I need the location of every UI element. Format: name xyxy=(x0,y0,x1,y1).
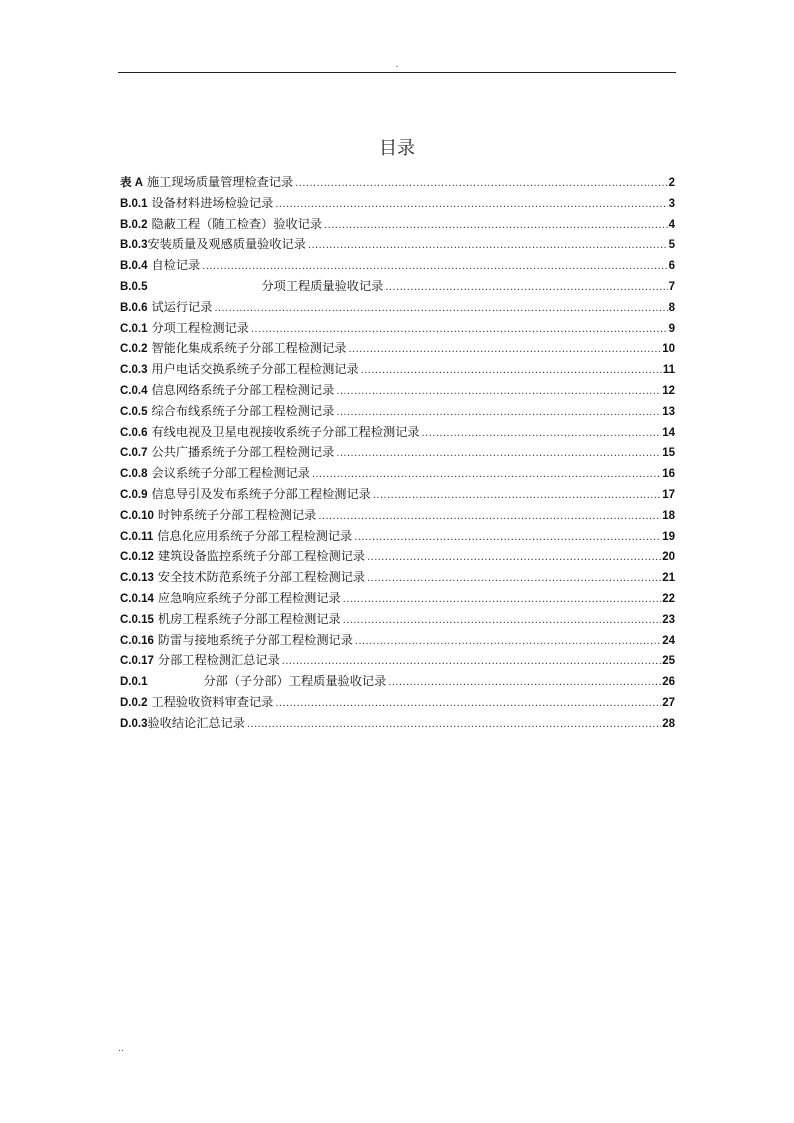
toc-dot-leader xyxy=(202,256,667,276)
toc-dot-leader xyxy=(308,235,668,255)
toc-page-number: 5 xyxy=(668,239,675,252)
toc-dot-leader xyxy=(422,423,662,443)
toc-entry-code: C.0.15 xyxy=(120,613,154,626)
toc-entry-title: 应急响应系统子分部工程检测记录 xyxy=(157,590,341,605)
toc-entry[interactable] xyxy=(120,338,675,359)
toc-entry[interactable] xyxy=(120,692,675,713)
toc-dot-leader xyxy=(354,527,661,547)
toc-dot-leader xyxy=(318,506,661,526)
toc-entry[interactable] xyxy=(120,422,675,443)
toc-dot-leader xyxy=(343,610,662,630)
toc-dot-leader xyxy=(367,568,661,588)
toc-entry-title: 分部（子分部）工程质量验收记录 xyxy=(203,674,387,689)
toc-page-number: 8 xyxy=(668,301,675,314)
toc-entry-title: 安全技术防范系统子分部工程检测记录 xyxy=(157,570,366,585)
toc-entry-code: B.0.3 xyxy=(120,239,148,252)
toc-page-number: 2 xyxy=(668,177,675,189)
toc-entry[interactable] xyxy=(120,671,675,692)
footer-mark: .. xyxy=(118,1044,124,1054)
toc-page-number: 24 xyxy=(662,634,675,647)
toc-entry[interactable] xyxy=(120,297,675,318)
toc-dot-leader xyxy=(275,194,667,214)
toc-page-number: 12 xyxy=(662,384,675,397)
toc-entry-title: 信息网络系统子分部工程检测记录 xyxy=(151,382,335,397)
toc-entry-title: 设备材料进场检验记录 xyxy=(151,195,274,210)
toc-page-number: 11 xyxy=(662,364,675,377)
toc-entry-code: C.0.8 xyxy=(120,468,148,481)
toc-entry-title: 分部工程检测汇总记录 xyxy=(157,653,280,668)
toc-entry-code: C.0.14 xyxy=(120,592,154,605)
toc-page-number: 19 xyxy=(662,530,675,543)
toc-entry-code: D.0.1 xyxy=(120,676,148,689)
toc-dot-leader xyxy=(343,589,662,609)
toc-dot-leader xyxy=(349,339,662,359)
toc-entry-title: 工程验收资料审查记录 xyxy=(151,694,274,709)
toc-page-number: 15 xyxy=(662,447,675,460)
toc-entry-code: B.0.2 xyxy=(120,218,148,231)
toc-dot-leader xyxy=(385,277,667,297)
toc-page-number: 26 xyxy=(662,676,675,689)
toc-page-number: 20 xyxy=(662,551,675,564)
toc-entry-title: 自检记录 xyxy=(151,258,201,273)
toc-entry[interactable] xyxy=(120,713,675,734)
toc-entry-title: 有线电视及卫星电视接收系统子分部工程检测记录 xyxy=(151,424,420,439)
toc-entry-title: 验收结论汇总记录 xyxy=(147,715,245,730)
toc-list xyxy=(120,172,675,734)
toc-entry-title: 分项工程质量验收记录 xyxy=(261,278,384,293)
toc-dot-leader xyxy=(336,381,661,401)
toc-page-number: 25 xyxy=(662,655,675,668)
toc-entry[interactable] xyxy=(120,380,675,401)
toc-entry-code: C.0.12 xyxy=(120,551,154,564)
toc-entry-title: 用户电话交换系统子分部工程检测记录 xyxy=(151,362,359,377)
toc-page-number: 18 xyxy=(662,509,675,522)
toc-entry-title: 安装质量及观感质量验收记录 xyxy=(147,237,306,252)
toc-entry-title: 分项工程检测记录 xyxy=(151,320,249,335)
toc-entry-title: 机房工程系统子分部工程检测记录 xyxy=(157,611,341,626)
toc-entry[interactable] xyxy=(120,442,675,463)
toc-dot-leader xyxy=(336,443,661,463)
toc-page-number: 4 xyxy=(668,218,675,231)
toc-entry-title: 隐蔽工程（随工检查）验收记录 xyxy=(151,216,323,231)
header-mark: . xyxy=(395,60,399,70)
toc-dot-leader xyxy=(282,651,661,671)
toc-entry-title: 防雷与接地系统子分部工程检测记录 xyxy=(157,632,353,647)
toc-dot-leader xyxy=(324,215,667,235)
toc-entry[interactable] xyxy=(120,650,675,671)
toc-entry-code: B.0.1 xyxy=(120,197,148,210)
toc-page-number: 21 xyxy=(662,572,675,585)
toc-entry-code: C.0.17 xyxy=(120,655,154,668)
toc-dot-leader xyxy=(251,319,668,339)
toc-dot-leader xyxy=(367,547,661,567)
toc-entry[interactable] xyxy=(120,318,675,339)
toc-entry[interactable] xyxy=(120,255,675,276)
toc-entry-title: 信息导引及发布系统子分部工程检测记录 xyxy=(151,486,371,501)
toc-entry-title: 综合布线系统子分部工程检测记录 xyxy=(151,403,335,418)
toc-entry-code: 表 A xyxy=(120,177,143,189)
toc-entry-code: C.0.10 xyxy=(120,509,154,522)
toc-entry[interactable] xyxy=(120,609,675,630)
toc-page-number: 22 xyxy=(662,592,675,605)
toc-page-number: 6 xyxy=(668,260,675,273)
toc-page-number: 9 xyxy=(668,322,675,335)
toc-page-number: 27 xyxy=(662,696,675,709)
toc-entry-code: D.0.2 xyxy=(120,696,148,709)
toc-page-number: 23 xyxy=(662,613,675,626)
toc-dot-leader xyxy=(373,485,661,505)
toc-page-number: 10 xyxy=(662,343,675,356)
toc-entry[interactable] xyxy=(120,276,675,297)
toc-entry-title: 建筑设备监控系统子分部工程检测记录 xyxy=(157,549,366,564)
toc-dot-leader xyxy=(388,672,661,692)
toc-title: 目录 xyxy=(379,138,415,159)
toc-entry-code: D.0.3 xyxy=(120,717,148,730)
toc-dot-leader xyxy=(312,464,661,484)
toc-entry-title: 施工现场质量管理检查记录 xyxy=(147,175,294,189)
toc-entry-code: B.0.5 xyxy=(120,280,148,293)
toc-entry-code: B.0.6 xyxy=(120,301,148,314)
toc-entry-title: 试运行记录 xyxy=(151,299,213,314)
toc-page-number: 14 xyxy=(662,426,675,439)
toc-entry[interactable] xyxy=(120,359,675,380)
toc-dot-leader xyxy=(214,298,667,318)
toc-entry[interactable] xyxy=(120,546,675,567)
toc-page-number: 28 xyxy=(662,717,675,730)
toc-entry-title: 智能化集成系统子分部工程检测记录 xyxy=(151,341,347,356)
toc-dot-leader xyxy=(336,402,661,422)
toc-entry[interactable] xyxy=(120,484,675,505)
toc-page-number: 13 xyxy=(662,405,675,418)
toc-entry-code: C.0.1 xyxy=(120,322,148,335)
toc-dot-leader xyxy=(355,631,661,651)
toc-entry-title: 会议系统子分部工程检测记录 xyxy=(151,466,310,481)
toc-entry-title: 信息化应用系统子分部工程检测记录 xyxy=(157,528,353,543)
toc-entry[interactable] xyxy=(120,588,675,609)
toc-entry[interactable] xyxy=(120,214,675,235)
toc-page-number: 17 xyxy=(662,488,675,501)
toc-entry-code: C.0.16 xyxy=(120,634,154,647)
toc-entry[interactable] xyxy=(120,505,675,526)
toc-entry-code: C.0.11 xyxy=(120,530,154,543)
toc-dot-leader xyxy=(361,360,662,380)
toc-entry-code: C.0.6 xyxy=(120,426,148,439)
toc-dot-leader xyxy=(295,173,667,193)
toc-page-number: 16 xyxy=(662,468,675,481)
toc-entry[interactable] xyxy=(120,401,675,422)
toc-entry[interactable] xyxy=(120,234,675,255)
toc-entry[interactable] xyxy=(120,526,675,547)
header-rule xyxy=(118,72,676,73)
toc-dot-leader xyxy=(275,693,661,713)
toc-entry[interactable] xyxy=(120,193,675,214)
toc-entry-code: C.0.4 xyxy=(120,384,148,397)
toc-entry-code: C.0.2 xyxy=(120,343,148,356)
toc-page-number: 3 xyxy=(668,197,675,210)
toc-entry[interactable] xyxy=(120,463,675,484)
toc-page-number: 7 xyxy=(668,280,675,293)
toc-entry-title: 公共广播系统子分部工程检测记录 xyxy=(151,445,335,460)
toc-entry-title: 时钟系统子分部工程检测记录 xyxy=(157,507,317,522)
toc-entry[interactable] xyxy=(120,172,675,193)
toc-entry-code: C.0.5 xyxy=(120,405,148,418)
toc-entry-code: C.0.9 xyxy=(120,488,148,501)
toc-entry-code: C.0.7 xyxy=(120,447,148,460)
toc-entry-code: C.0.3 xyxy=(120,364,148,377)
toc-entry[interactable] xyxy=(120,567,675,588)
toc-entry-code: B.0.4 xyxy=(120,260,148,273)
toc-dot-leader xyxy=(247,714,661,734)
toc-entry[interactable] xyxy=(120,630,675,651)
toc-entry-code: C.0.13 xyxy=(120,572,154,585)
